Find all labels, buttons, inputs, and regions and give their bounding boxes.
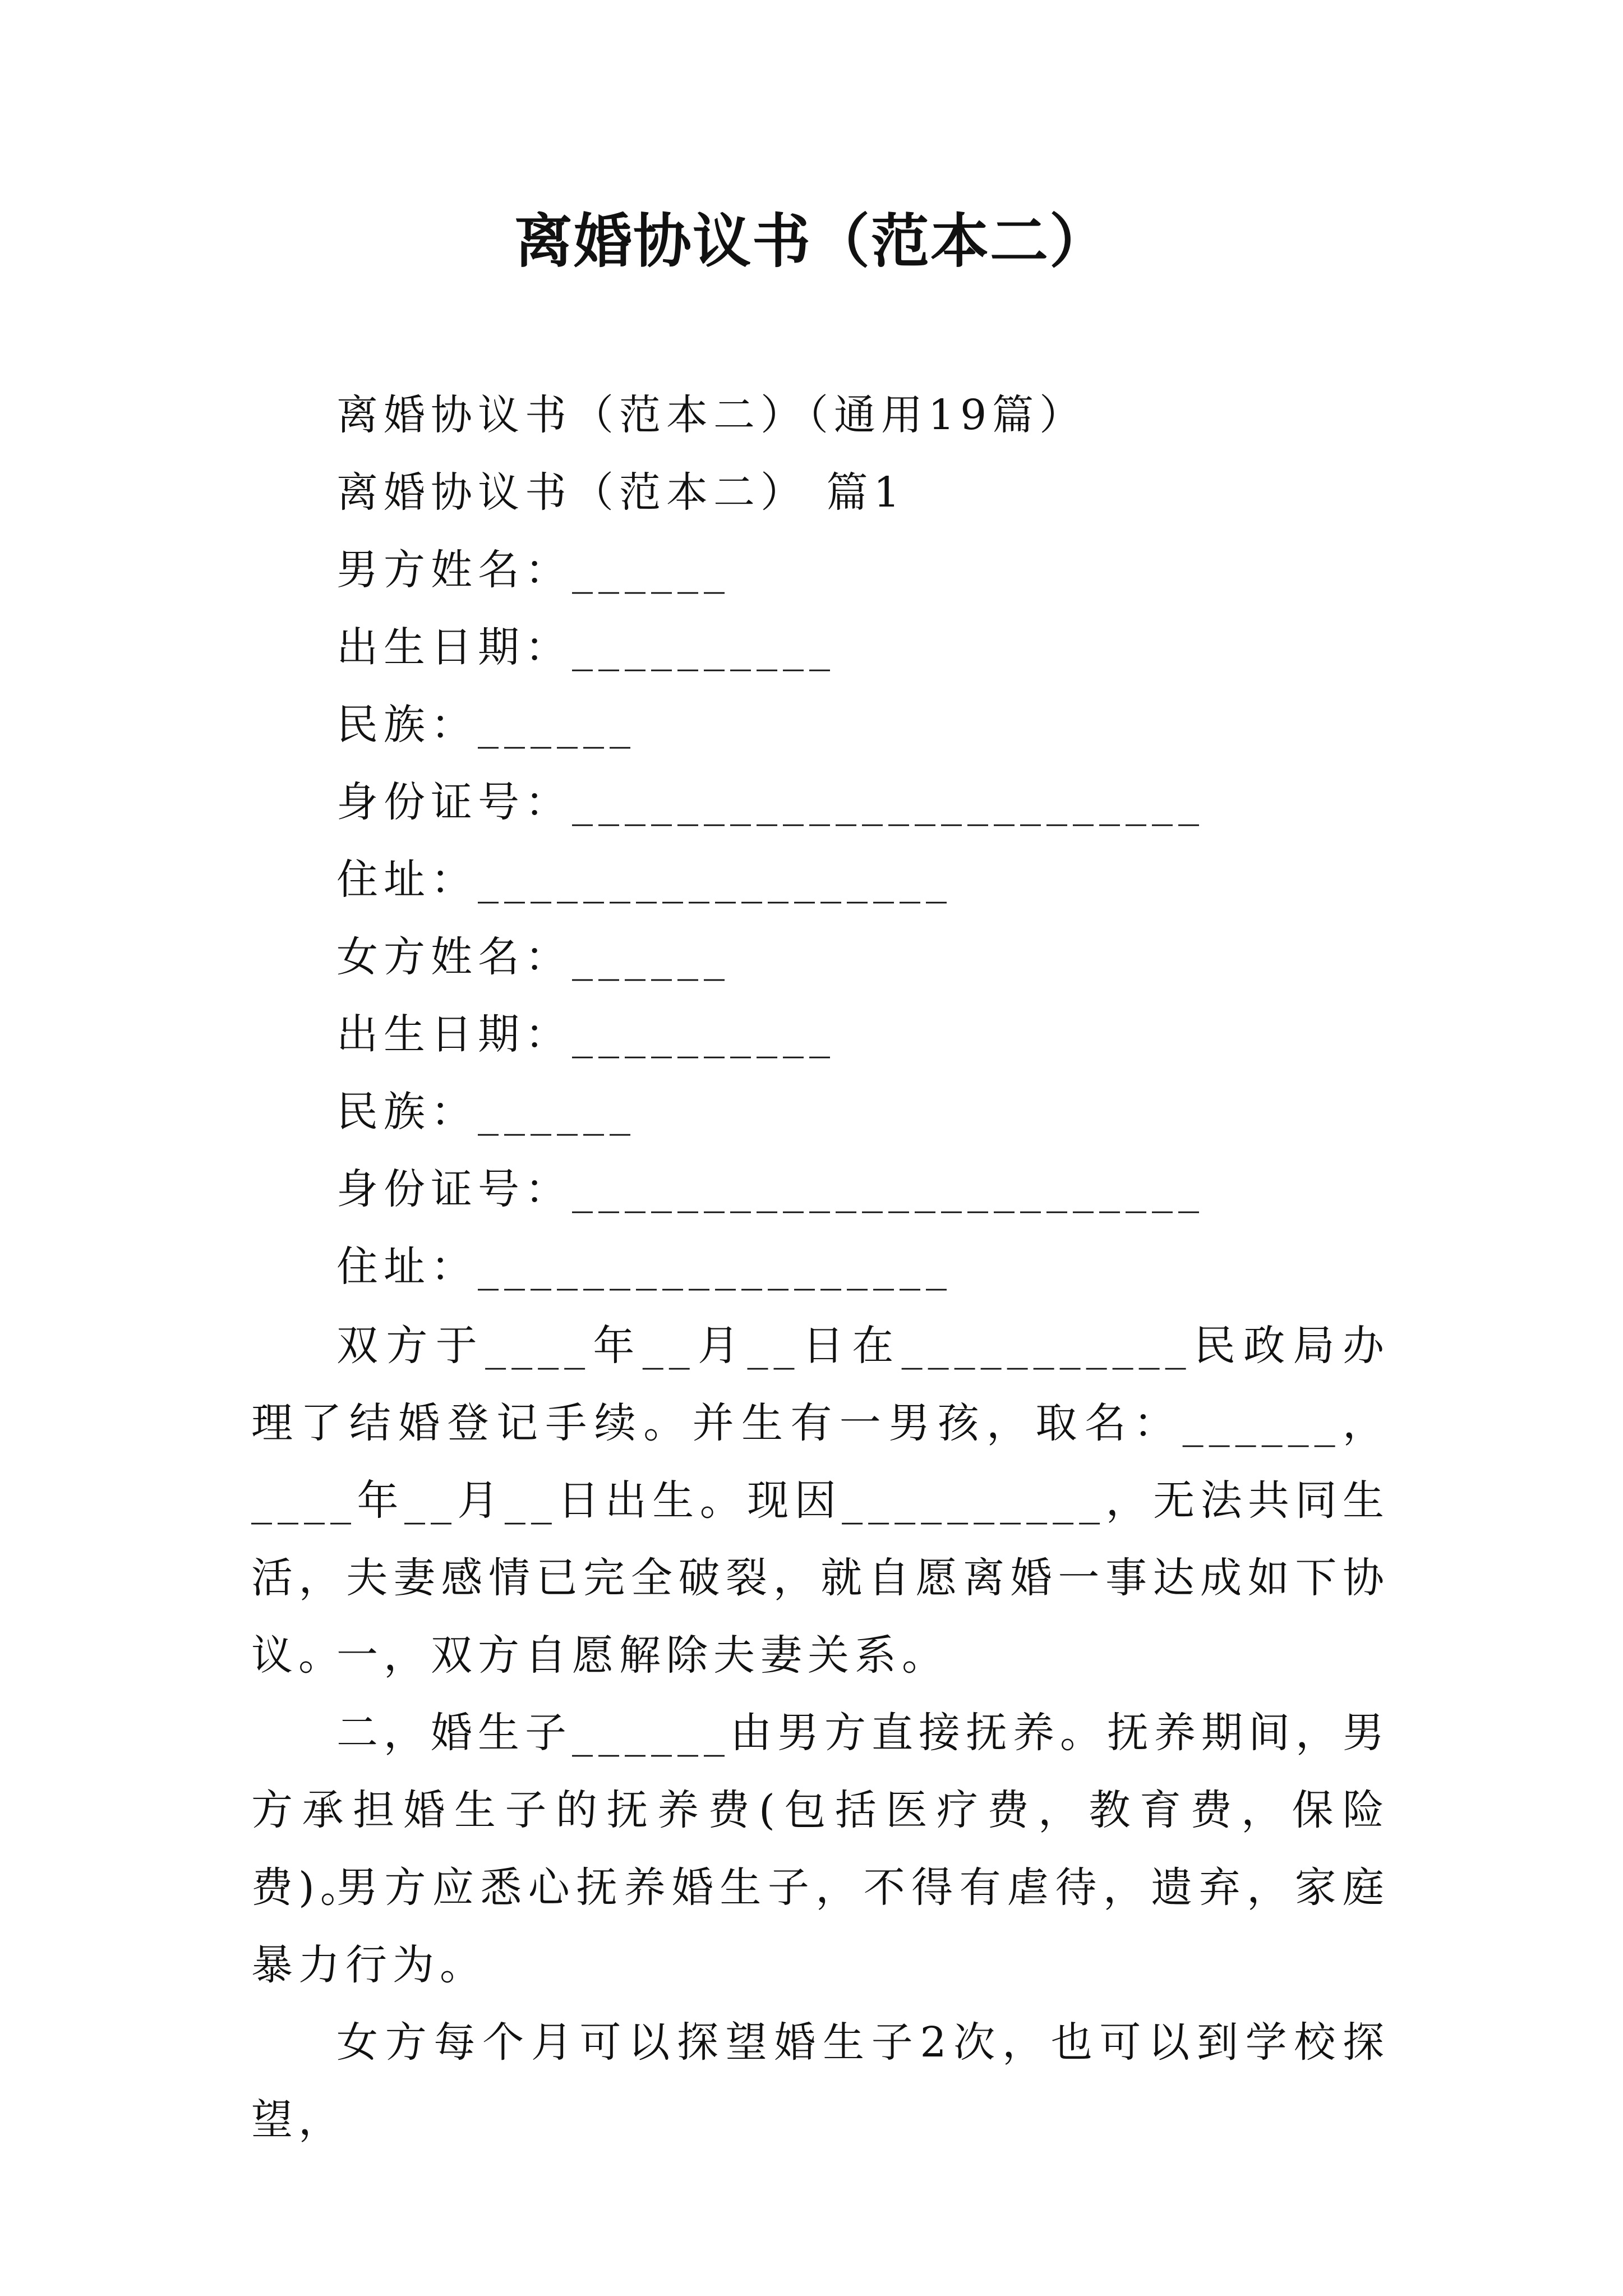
document-title: 离婚协议书（范本二）	[514, 207, 1109, 275]
paragraph-care-obligation: 男方应悉心抚养婚生子，不得有虐待，遗弃，家庭暴力行为。	[251, 1864, 1390, 1989]
female-birth-date-field: 出生日期：__________	[336, 1010, 836, 1059]
female-ethnicity-field: 民族：______	[336, 1088, 636, 1136]
male-id-number-field: 身份证号：________________________	[336, 778, 1205, 826]
female-name-field: 女方姓名：______	[336, 933, 730, 981]
paragraph-clause-two: 二，婚生子______由男方直接抚养。抚养期间，男方承担婚生子的抚养费(包括医疗费，教育费，保险费)。	[251, 1709, 1390, 1912]
paragraph-visitation: 女方每个月可以探望婚生子2次，也可以到学校探望，	[251, 2018, 1390, 2144]
male-ethnicity-field: 民族：______	[336, 701, 636, 749]
document-subtitle: 离婚协议书（范本二）（通用19篇）	[336, 391, 1087, 439]
male-address-field: 住址：__________________	[336, 855, 952, 904]
female-id-number-field: 身份证号：________________________	[336, 1165, 1205, 1213]
female-address-field: 住址：__________________	[336, 1243, 952, 1291]
male-name-field: 男方姓名：______	[336, 546, 730, 594]
paragraph-marriage-registration: 双方于____年__月__日在___________民政局办理了结婚登记手续。并生有一男孩，取名：______，____年__月__日出生。现因__________，无法共同生活，夫妻感情已完全破裂，就自愿离婚一事达成如下协议。	[251, 1322, 1390, 1680]
male-birth-date-field: 出生日期：__________	[336, 623, 836, 671]
paragraph-clause-one: 一，双方自愿解除夫妻关系。	[336, 1631, 949, 1680]
section-heading: 离婚协议书（范本二） 篇1	[336, 468, 906, 517]
